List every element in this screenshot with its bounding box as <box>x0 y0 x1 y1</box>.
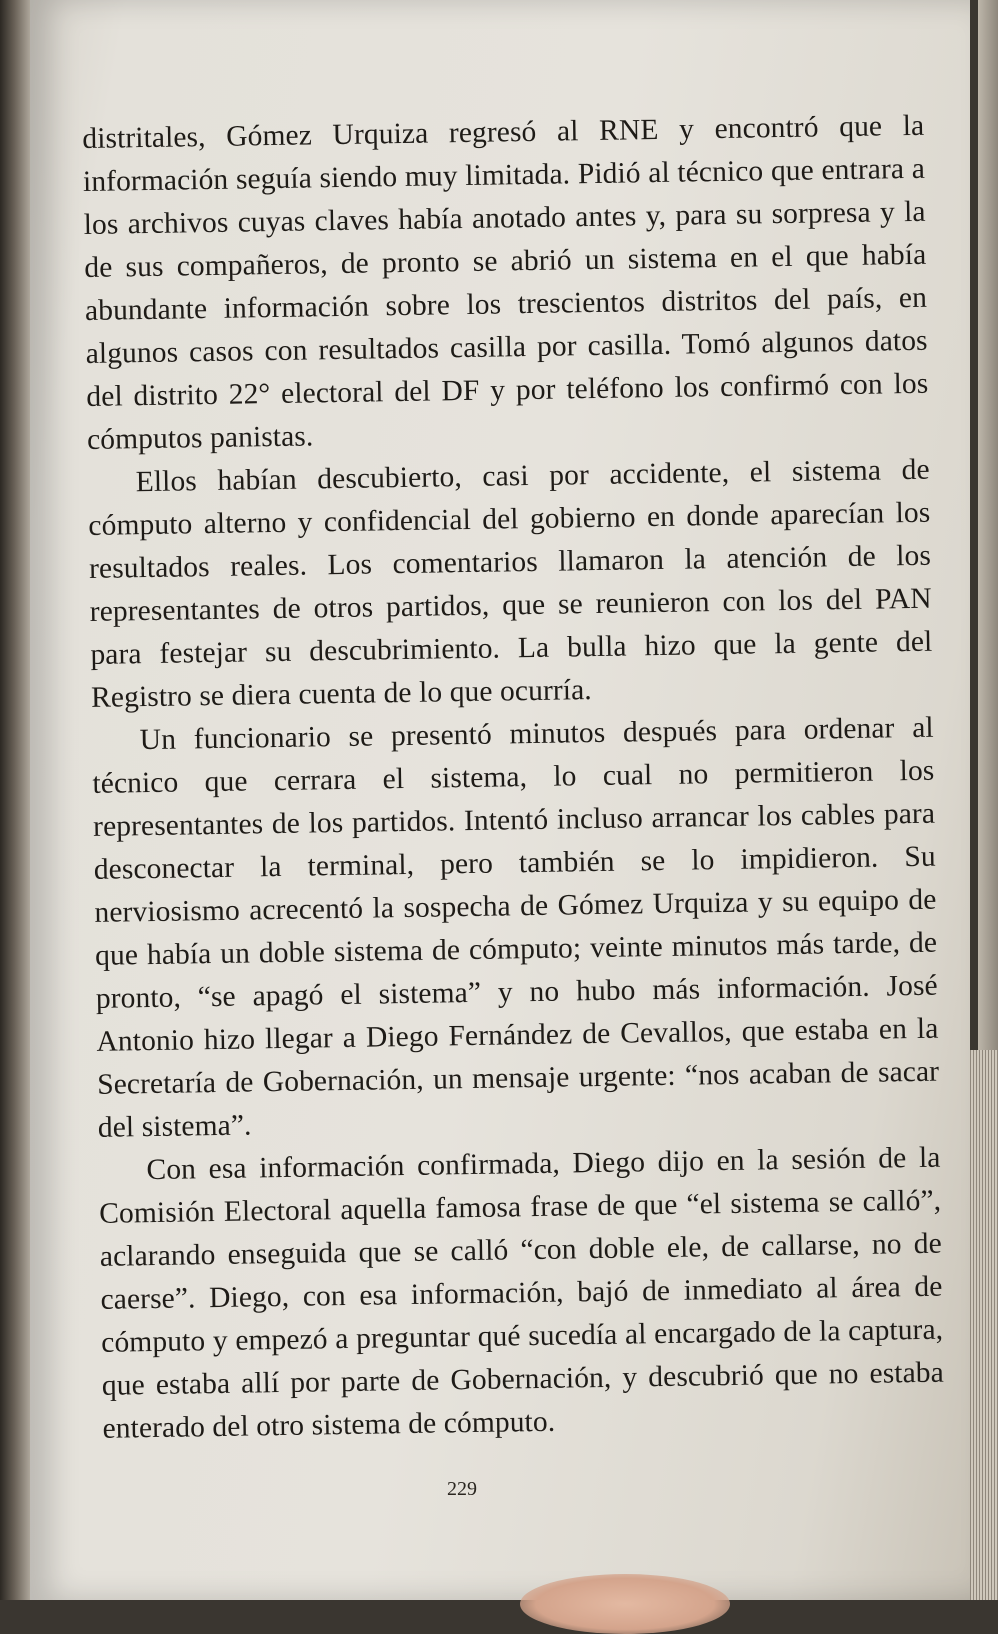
paragraph-2: Ellos habían descubierto, casi por accidente, el sistema de cómputo alterno y confidencial del gobierno en donde aparecían los resultados reales. Los comentarios llamaron la atención de los representantes de otros partidos, que se reunieron con los del PAN para festejar su descubrimiento. La bulla hizo que la gente del Registro se diera cuenta de lo que ocurría. <box>88 453 933 714</box>
body-text <box>82 105 945 1451</box>
page-edge-upper <box>978 0 998 1050</box>
paragraph-4: Con esa información confirmada, Diego dijo en la sesión de la Comisión Electoral aquella famosa frase de que “el sistema se calló”, aclarando enseguida que se calló “con doble ele, de callarse, no de caerse”. Diego, con esa información, bajó de inmediato al área de cómputo y empezó a preguntar qué sucedía al encargado de la captura, que estaba allí por parte de Gobernación, y descubrió que no estaba enterado del otro sistema de cómputo. <box>98 1141 945 1445</box>
finger-tip <box>520 1574 730 1634</box>
page-number: 229 <box>447 1478 477 1500</box>
page-stack-edges <box>970 1050 998 1600</box>
paragraph-1: distritales, Gómez Urquiza regresó al RNE y encontró que la información seguía siendo muy limitada. Pidió al técnico que entrara a los archivos cuyas claves había anotado antes y, para su sorpresa y la de sus compañeros, de pronto se abrió un sistema en el que había abundante información sobre los trescientos distritos del país, en algunos casos con resultados casilla por casilla. Tomó algunos datos del distrito 22° electoral del DF y por teléfono los confirmó con los cómputos panistas. <box>82 109 929 456</box>
paragraph-3: Un funcionario se presentó minutos después para ordenar al técnico que cerrara el sistema, lo cual no permitieron los representantes de los partidos. Intentó incluso arrancar los cables para desconectar la terminal, pero también se lo impidieron. Su nerviosismo acrecentó la sospecha de Gómez Urquiza y su equipo de que había un doble sistema de cómputo; veinte minutos más tarde, de pronto, “se apagó el sistema” y no hubo más información. José Antonio hizo llegar a Diego Fernández de Cevallos, que estaba en la Secretaría de Gobernación, un mensaje urgente: “nos acaban de sacar del sistema”. <box>92 711 940 1144</box>
